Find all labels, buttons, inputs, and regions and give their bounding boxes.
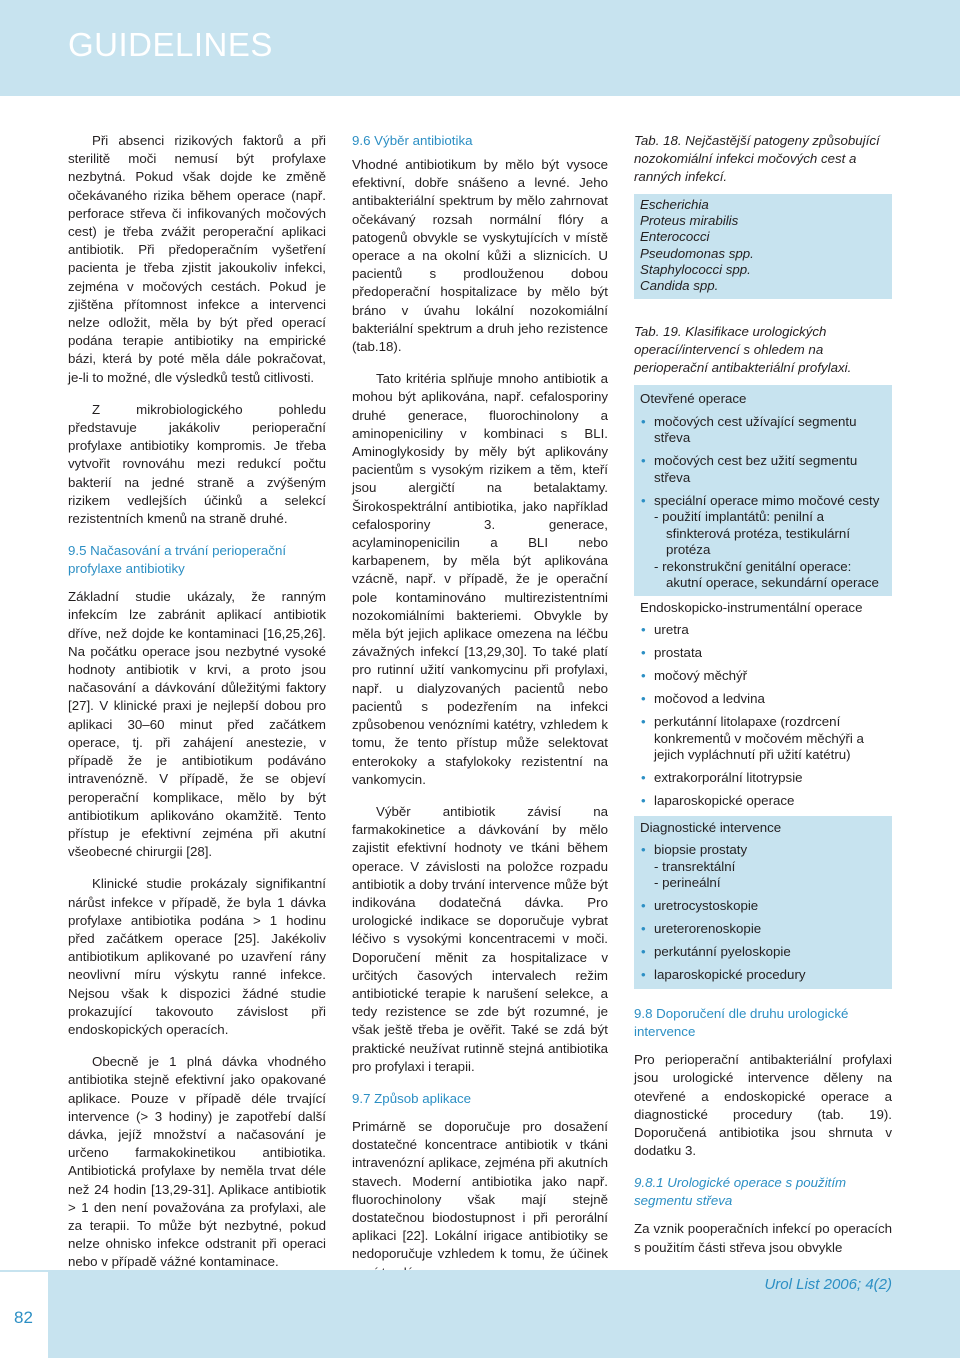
section-title: GUIDELINES bbox=[68, 26, 273, 63]
list-item: Enterococci bbox=[640, 229, 710, 245]
list-item: • perkutánní litolapaxe (rozdrcení konkrementů v močovém měchýři a jejich vypláchnutí při užití katétru) bbox=[641, 714, 864, 763]
table-18 bbox=[634, 194, 892, 299]
list-item: • uretra bbox=[641, 622, 689, 638]
sub-item: - použití implantátů: penilní a sfinkterová protéza, testikulární protéza bbox=[654, 509, 851, 558]
list-item: Pseudomonas spp. bbox=[640, 245, 754, 261]
bullet-icon: • bbox=[641, 793, 646, 809]
bullet-icon: • bbox=[641, 770, 646, 786]
paragraph: Základní studie ukázaly, že ranným infekcím lze zabránit aplikací antibiotik dříve, než dojde ke kontaminaci [16,25,26]. Na počátku operace jsou nezbytné vysoké hodnoty antibiotik v krvi, a proto jsou načasování a dávkování důležitými faktory [27]. V klinické praxi je nejlepší dobou pro aplikaci 30–60 minut před začátkem operace, tj. při zahájení anestezie, v případě že je antibiotikum podáváno intravenózně. V případě, že se objeví peroperační komplikace, mělo by být antibiotikum aplikováno okamžitě. Tento přístup je efektivní zejména při akutní všeobecné chirurgii [28]. bbox=[68, 589, 326, 860]
list-item: • močových cest bez užití segmentu střeva bbox=[641, 453, 858, 485]
list-item: • perkutánní pyeloskopie bbox=[641, 943, 791, 959]
paragraph: Obecně je 1 plná dávka vhodného antibiotika stejně efektivní jako opakované aplikace. Pouze v případě déle trvající intervence (> 3 hodiny) je zapotřebí další dávka, jejíž množství a načasování je určeno farmakokinetikou antibiotika. Antibiotická profylaxe by neměla trvat déle než 24 hodin [13,29-31]. Aplikace antibiotik > 1 den není považována za profylaxi, ale za terapii. To může být nezbytné, pokud nelze ohnisko infekce odstranit při operaci nebo v případě vážné kontaminace. bbox=[68, 1054, 326, 1270]
section-heading-9-5: 9.5 Načasování a trvání perioperační profylaxe antibiotiky bbox=[68, 543, 287, 577]
paragraph: Výběr antibiotik závisí na farmakokinetice a dávkování by mělo zajistit efektivní hodnoty ve tkáni během operace. V závislosti na položce rozpadu antibiotik a doby trvání intervence může být indikována dodatečná dávka. Pro urologické indikace se doporučuje vybrat léčivo s vysokými koncentracemi v moči. Doporučení měnit za hospitalizace v určitých časových intervalech režim antibiotické terapie k narušení selekce, a tedy rezistence se zde být rozumné, je však ještě třeba je ověřit. Také se zdá být praktické neužívat rutinně stejná antibiotika pro profylaxi i terapii. bbox=[352, 803, 608, 1074]
sub-item: - perineální bbox=[654, 875, 721, 891]
list-item: • močový měchýř bbox=[641, 668, 748, 684]
group-title: Otevřené operace bbox=[640, 391, 747, 407]
header-bar bbox=[0, 0, 960, 96]
list-item: • laparoskopické procedury bbox=[641, 966, 806, 982]
list-item: • močových cest užívající segmentu střeva bbox=[641, 413, 857, 446]
table-description: Nejčastější patogeny způsobující nozokomiální infekci močových cest a ranných infekcí. bbox=[634, 133, 880, 184]
paragraph: Primárně se doporučuje pro dosažení dostatečné koncentrace antibiotik v tkáni intravenózní aplikace, zejména při akutních stavech. Moderní antibiotika jako např. fluorochinolony však mají stejně dostatečnou biodostupnost i při perorální aplikaci [22]. Lokální irigace antibiotiky se nedoporučuje vzhledem k tomu, že účinek bbox=[352, 1118, 608, 1262]
sub-item: - transrektální bbox=[654, 858, 736, 874]
section-heading-9-7: 9.7 Způsob aplikace bbox=[352, 1090, 472, 1106]
paragraph: Vhodné antibiotikum by mělo být vysoce efektivní, dobře snášeno a levné. Jeho antibakteriální spektrum by mělo zahrnovat očekávaný rozsah normální flóry a patogenů obvykle se vyskytujících v místě operace a na okolní kůži a sliznicích. U pacientů s prodlouženou dobou předoperační hospitalizace by mělo být bráno v úvahu lokální nozokomiální bakteriální spektrum a druh jeho rezistence (tab.18). bbox=[352, 157, 608, 355]
bullet-icon: • bbox=[641, 668, 646, 684]
journal-citation: Urol List 2006; 4(2) bbox=[764, 1276, 892, 1293]
bullet-icon: • bbox=[641, 943, 646, 959]
bullet-icon: • bbox=[641, 714, 646, 730]
list-item: • ureterorenoskopie bbox=[641, 920, 762, 936]
table-18-caption bbox=[634, 132, 892, 186]
bullet-icon: • bbox=[641, 897, 646, 913]
list-item: • močovod a ledvina bbox=[641, 691, 765, 707]
table-19-caption bbox=[634, 323, 892, 377]
paragraph: Klinické studie prokázaly signifikantní nárůst infekce v případě, že byla 1 dávka profylaxe antibiotika podána > 1 hodinu před začátkem operace [25]. Jakékoliv antibiotikum aplikované po uzavření rány neovlivní míru výskytu ranné infekce. Nejsou však k dispozici žádné studie prokazující takovouto závislost při endoskopických operacích. bbox=[68, 876, 326, 1037]
list-item: Staphylococci spp. bbox=[640, 261, 751, 277]
page-number-box bbox=[0, 1270, 48, 1358]
group-title: Endoskopicko-instrumentální operace bbox=[640, 599, 863, 615]
table-number: Tab. 19. bbox=[634, 324, 682, 340]
list-item: Proteus mirabilis bbox=[640, 213, 739, 229]
list-item: • extrakorporální litotrypsie bbox=[641, 770, 803, 786]
paragraph: Tato kritéria splňuje mnoho antibiotik a mohou být aplikována, např. cefalosporiny druhé generace, fluorochinolony a aminopeniciliny v kombinaci s BLI. Aminoglykosidy by měly být aplikovány pacientům s vysokým rizikem a těm, kteří jsou alergičtí na betalaktamy. Širokospektrální antibiotika, jako například cefalosporiny 3. generace, acylaminopenicilin a BLI nebo karbapenem, by měla být aplikována vzácně, např. v případě, že je operační pole kontaminováno multirezistentními nozokomiálními bakteriemi. Obvykle by měla být jejich aplikace omezena na léčbu závažných infekcí [13,29,30]. To také platí pro rutinní užití vankomycinu při profylaxi, např. u dialyzovaných pacientů nebo pacientů s podezřením na infekci způsobenou venózními katétry, vzhledem k tomu, že tento přístup může selektovat enterokoky a stafylokoky rezistentní na vankomycin. bbox=[352, 371, 608, 787]
table-group-open-operations bbox=[634, 387, 892, 596]
section-heading-9-8: 9.8 Doporučení dle druhu urologické intervence bbox=[634, 1006, 849, 1040]
sub-item: - rekonstrukční genitální operace: akutní operace, sekundární operace bbox=[654, 558, 879, 591]
column-left bbox=[68, 132, 326, 1272]
group-title: Diagnostické intervence bbox=[640, 819, 782, 835]
list-item: Escherichia bbox=[640, 197, 709, 212]
list-item: Candida spp. bbox=[640, 278, 719, 294]
list-item: • speciální operace mimo močové cesty bbox=[641, 492, 880, 508]
bullet-icon: • bbox=[641, 842, 646, 858]
section-heading-9-6: 9.6 Výběr antibiotika bbox=[352, 133, 473, 148]
paragraph: Z mikrobiologického pohledu představuje jakákoliv perioperační profylaxe antibiotiky kompromis. Je třeba vytvořit rovnováhu mezi redukcí počtu bakterií na jedné straně a zvýšeným rizikem vedlejších účinků a selekcí rezistentních kmenů na straně druhé. bbox=[68, 401, 326, 527]
list-item: • biopsie prostaty bbox=[641, 842, 748, 858]
paragraph: Pro perioperační antibakteriální profylaxi jsou urologické intervence děleny na otevřené a endoskopické operace a diagnostické procedury (tab. 19). Doporučená antibiotika jsou shrnuta v dodatku 3. bbox=[634, 1052, 892, 1159]
table-group-diagnostic bbox=[634, 816, 892, 990]
list-item: • uretrocystoskopie bbox=[641, 897, 759, 913]
page-number: 82 bbox=[14, 1308, 33, 1327]
paragraph: Při absenci rizikových faktorů a při sterilitě moči nemusí být profylaxe nezbytná. Pokud však dojde ke změně očekávaného rizika během operace (např. perforace střeva či infikovaných močových cest) je třeba zvážit peroperační aplikaci antibiotik. Při předoperačním vyšetření pacienta je třeba zjistit jakoukoliv infekci, zejména v močových cestách. Pokud je zjištěna přítomnost infekce a intervenci nelze odložit, měla by být před operací podána terapie antibiotiky na empirické bázi, která by poté měla dále pokračovat, je-li to možné, dle výsledků testů citlivosti. bbox=[68, 133, 326, 385]
bullet-icon: • bbox=[641, 622, 646, 638]
bullet-icon: • bbox=[641, 492, 646, 508]
bullet-icon: • bbox=[641, 645, 646, 661]
column-middle bbox=[352, 132, 608, 1282]
table-description: Klasifikace urologických operací/intervencí s ohledem na perioperační antibakteriální profylaxi. bbox=[634, 324, 852, 376]
table-group-endoscopic bbox=[634, 596, 892, 816]
column-right bbox=[634, 132, 892, 1257]
bullet-icon: • bbox=[641, 413, 646, 429]
section-heading-9-8-1: 9.8.1 Urologické operace s použitím segmentu střeva bbox=[634, 1175, 847, 1209]
table-number: Tab. 18. bbox=[634, 133, 682, 148]
paragraph: Za vznik pooperačních infekcí po operacích s použitím části střeva jsou obvykle bbox=[634, 1221, 892, 1255]
bullet-icon: • bbox=[641, 966, 646, 982]
bullet-icon: • bbox=[641, 453, 646, 469]
list-item: • laparoskopické operace bbox=[641, 793, 795, 809]
list-item: • prostata bbox=[641, 645, 703, 661]
bullet-icon: • bbox=[641, 920, 646, 936]
table-19 bbox=[634, 385, 892, 989]
bullet-icon: • bbox=[641, 691, 646, 707]
